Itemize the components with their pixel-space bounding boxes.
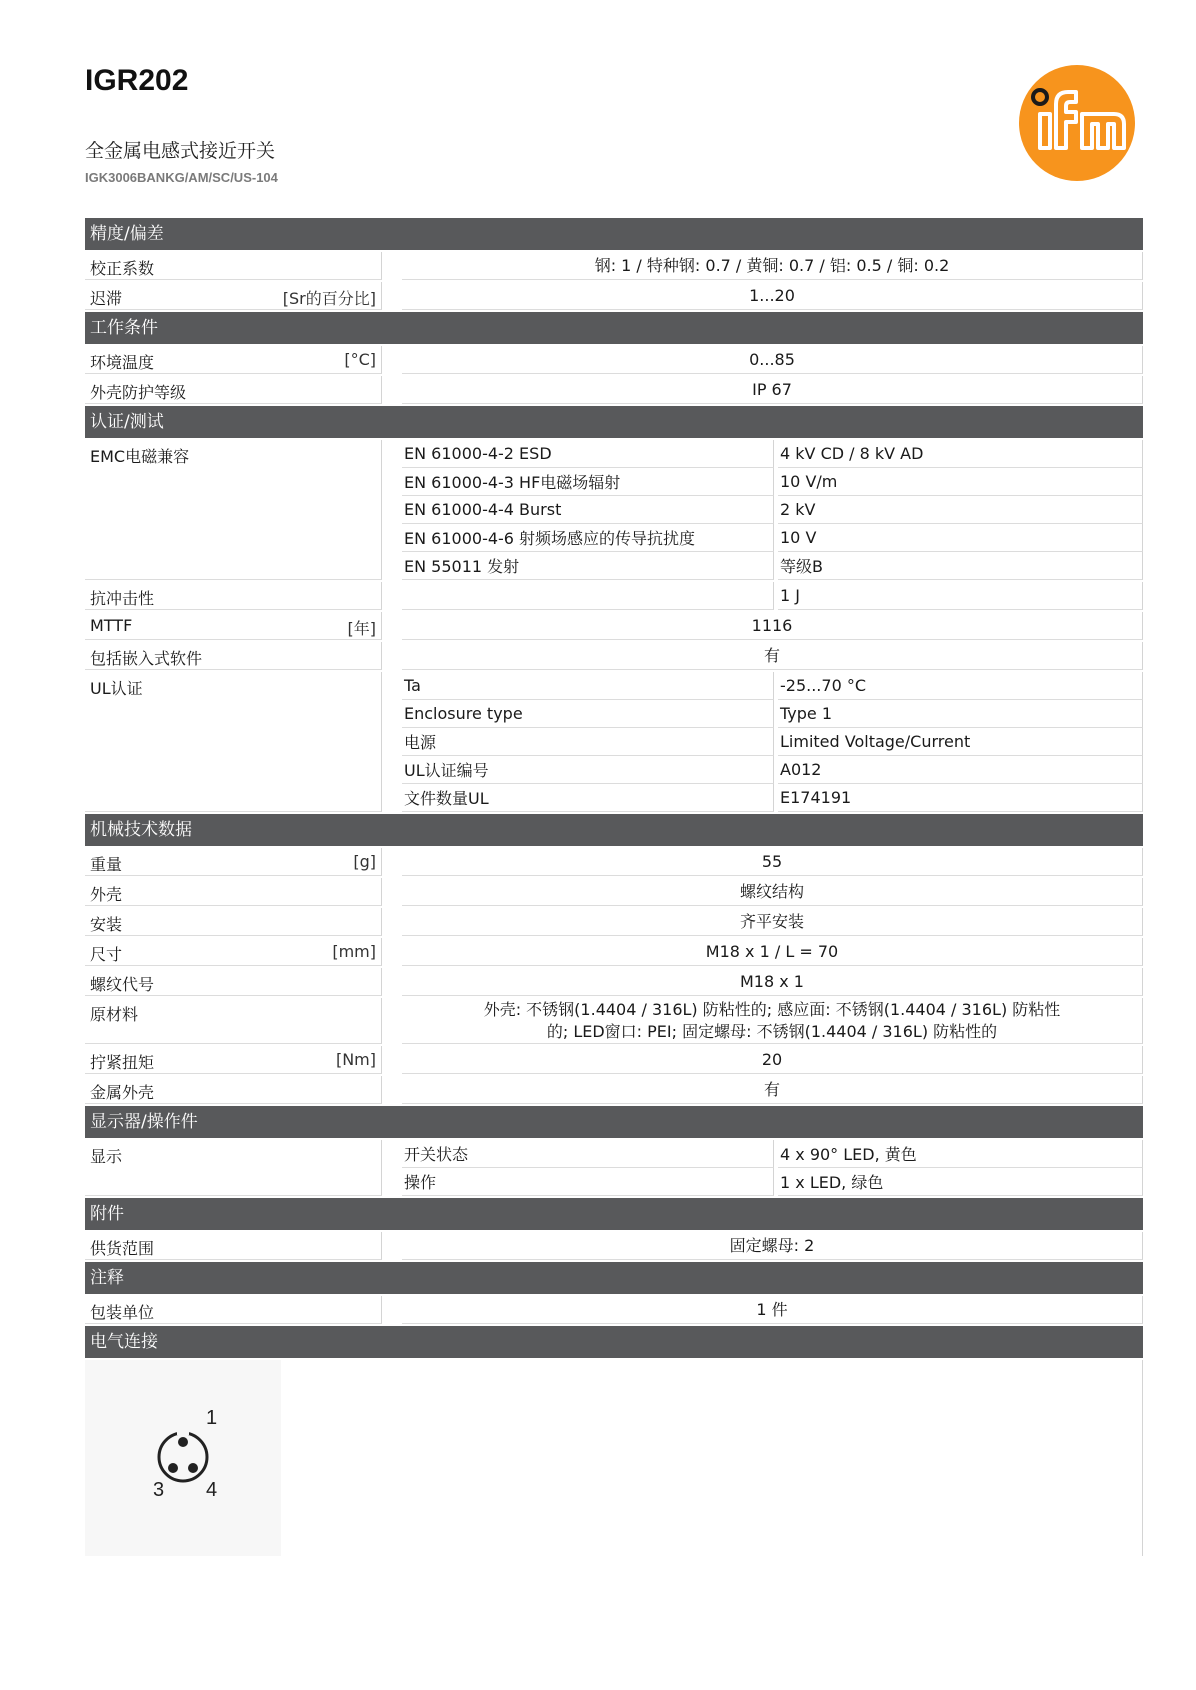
connector-key-notch <box>177 1430 189 1435</box>
spec-row <box>85 346 1143 374</box>
spec-value: 55 <box>402 848 1143 876</box>
spec-subkey: EN 61000-4-4 Burst <box>402 496 774 524</box>
cell-gap <box>382 672 402 812</box>
spec-label-cell <box>85 252 382 280</box>
spec-subrow <box>402 552 1143 580</box>
spec-label-cell <box>85 848 382 876</box>
spec-subrow <box>402 582 1143 610</box>
section-header: 附件 <box>85 1198 1143 1230</box>
spec-label-cell <box>85 1140 382 1196</box>
spec-subvalue: 4 x 90° LED, 黄色 <box>778 1140 1143 1168</box>
section-header: 精度/偏差 <box>85 218 1143 250</box>
spec-row <box>85 1232 1143 1260</box>
spec-label: 包装单位 <box>90 1303 155 1322</box>
spec-label: 拧紧扭矩 <box>90 1053 155 1072</box>
spec-subvalue: Limited Voltage/Current <box>778 728 1143 756</box>
spec-subkey: 电源 <box>402 728 774 756</box>
spec-row <box>85 282 1143 310</box>
spec-label: EMC电磁兼容 <box>90 447 190 466</box>
spec-label: 安装 <box>90 915 123 934</box>
cell-gap <box>382 1046 402 1074</box>
cell-gap <box>382 848 402 876</box>
cell-gap <box>382 376 402 404</box>
cell-gap <box>382 612 402 640</box>
spec-label: 供货范围 <box>90 1239 155 1258</box>
spec-label-cell <box>85 998 382 1044</box>
spec-row <box>85 938 1143 966</box>
spec-unit: [mm] <box>332 942 376 961</box>
spec-label-cell <box>85 582 382 610</box>
spec-value: 1 件 <box>402 1296 1143 1324</box>
spec-label: 迟滞 <box>90 289 123 308</box>
spec-value: 齐平安装 <box>402 908 1143 936</box>
connector-pinout-diagram <box>85 1360 281 1556</box>
spec-label: 金属外壳 <box>90 1083 155 1102</box>
spec-value: M18 x 1 / L = 70 <box>402 938 1143 966</box>
spec-label-cell <box>85 346 382 374</box>
section-header: 注释 <box>85 1262 1143 1294</box>
spec-label: MTTF <box>90 616 133 635</box>
spec-subvalue: E174191 <box>778 784 1143 812</box>
spec-row <box>85 878 1143 906</box>
spec-value: 钢: 1 / 特种钢: 0.7 / 黄铜: 0.7 / 铝: 0.5 / 铜: 0.2 <box>402 252 1143 280</box>
spec-subkey: 开关状态 <box>402 1140 774 1168</box>
spec-value: 有 <box>402 1076 1143 1104</box>
spec-value: 外壳: 不锈钢(1.4404 / 316L) 防粘性的; 感应面: 不锈钢(1.4404 / 316L) 防粘性的; LED窗口: PEI; 固定螺母: 不锈钢(1.4404 / 316L) 防粘性的 <box>402 998 1143 1044</box>
spec-label-cell <box>85 440 382 580</box>
spec-subrow <box>402 496 1143 524</box>
section-header: 认证/测试 <box>85 406 1143 438</box>
spec-label-cell <box>85 642 382 670</box>
spec-subrow <box>402 524 1143 552</box>
spec-label-cell <box>85 908 382 936</box>
spec-row <box>85 1076 1143 1104</box>
spec-subrow <box>402 756 1143 784</box>
spec-label-cell <box>85 672 382 812</box>
spec-subkey: Enclosure type <box>402 700 774 728</box>
spec-label-cell <box>85 968 382 996</box>
spec-subrow <box>402 468 1143 496</box>
spec-label-cell <box>85 938 382 966</box>
spec-label-cell <box>85 612 382 640</box>
cell-gap <box>382 1140 402 1196</box>
spec-unit: [g] <box>353 852 376 871</box>
cell-gap <box>382 1232 402 1260</box>
spec-subvalue: 2 kV <box>778 496 1143 524</box>
spec-subrow <box>402 440 1143 468</box>
spec-row <box>85 998 1143 1044</box>
cell-gap <box>382 252 402 280</box>
spec-subkey: EN 61000-4-2 ESD <box>402 440 774 468</box>
spec-subvalue: 10 V/m <box>778 468 1143 496</box>
spec-subvalue: -25...70 °C <box>778 672 1143 700</box>
section-header: 工作条件 <box>85 312 1143 344</box>
spec-subrows <box>402 582 1143 610</box>
cell-gap <box>382 1076 402 1104</box>
spec-subrow <box>402 1140 1143 1168</box>
spec-unit: [Sr的百分比] <box>282 289 376 308</box>
spec-row <box>85 1046 1143 1074</box>
spec-label: 尺寸 <box>90 945 123 964</box>
cell-gap <box>382 440 402 580</box>
spec-value: 1...20 <box>402 282 1143 310</box>
pin-4-contact <box>188 1463 198 1473</box>
pin-3-contact <box>168 1463 178 1473</box>
spec-row <box>85 908 1143 936</box>
cell-gap <box>382 908 402 936</box>
spec-value: 有 <box>402 642 1143 670</box>
spec-label: 重量 <box>90 855 123 874</box>
spec-unit: [年] <box>347 619 376 638</box>
spec-row <box>85 582 1143 610</box>
spec-label-cell <box>85 1296 382 1324</box>
spec-subrows <box>402 1140 1143 1196</box>
spec-unit: [°C] <box>344 350 376 369</box>
spec-row <box>85 672 1143 812</box>
spec-subkey: 操作 <box>402 1168 774 1196</box>
spec-label: 显示 <box>90 1147 123 1166</box>
spec-subvalue: 1 J <box>778 582 1143 610</box>
spec-subkey: 文件数量UL <box>402 784 774 812</box>
spec-label-cell <box>85 1076 382 1104</box>
spec-label: UL认证 <box>90 679 143 698</box>
spec-row <box>85 1296 1143 1324</box>
spec-subkey: EN 61000-4-6 射频场感应的传导抗扰度 <box>402 524 774 552</box>
spec-subkey: EN 55011 发射 <box>402 552 774 580</box>
cell-gap <box>382 582 402 610</box>
cell-gap <box>382 938 402 966</box>
spec-row <box>85 252 1143 280</box>
electrical-connection <box>85 1360 1143 1556</box>
article-code: IGK3006BANKG/AM/SC/US-104 <box>85 170 278 185</box>
spec-subrow <box>402 1168 1143 1196</box>
spec-table <box>85 218 1143 1556</box>
spec-label: 校正系数 <box>90 259 155 278</box>
spec-subvalue: 1 x LED, 绿色 <box>778 1168 1143 1196</box>
section-header: 显示器/操作件 <box>85 1106 1143 1138</box>
spec-label: 环境温度 <box>90 353 155 372</box>
spec-row <box>85 612 1143 640</box>
spec-unit: [Nm] <box>335 1050 376 1069</box>
spec-row <box>85 440 1143 580</box>
spec-row <box>85 1140 1143 1196</box>
spec-value: 固定螺母: 2 <box>402 1232 1143 1260</box>
ifm-logo <box>1018 64 1136 182</box>
pin-1-contact <box>178 1437 188 1447</box>
spec-subrows <box>402 440 1143 580</box>
spec-subrow <box>402 728 1143 756</box>
spec-subrow <box>402 672 1143 700</box>
spec-row <box>85 642 1143 670</box>
section-header: 电气连接 <box>85 1326 1143 1358</box>
spec-value: 1116 <box>402 612 1143 640</box>
spec-label: 包括嵌入式软件 <box>90 649 203 668</box>
cell-gap <box>382 878 402 906</box>
spec-label-cell <box>85 282 382 310</box>
section-header: 机械技术数据 <box>85 814 1143 846</box>
spec-label-cell <box>85 1046 382 1074</box>
spec-subrow <box>402 700 1143 728</box>
cell-gap <box>382 968 402 996</box>
spec-subrow <box>402 784 1143 812</box>
cell-gap <box>382 346 402 374</box>
spec-label: 外壳 <box>90 885 123 904</box>
spec-value: 螺纹结构 <box>402 878 1143 906</box>
spec-subkey: EN 61000-4-3 HF电磁场辐射 <box>402 468 774 496</box>
spec-label: 抗冲击性 <box>90 589 155 608</box>
spec-value: M18 x 1 <box>402 968 1143 996</box>
spec-label: 外壳防护等级 <box>90 383 187 402</box>
spec-subrows <box>402 672 1143 812</box>
spec-subvalue: 10 V <box>778 524 1143 552</box>
product-subtitle: 全金属电感式接近开关 <box>85 140 276 162</box>
spec-subkey: Ta <box>402 672 774 700</box>
spec-subvalue: Type 1 <box>778 700 1143 728</box>
spec-subvalue: 4 kV CD / 8 kV AD <box>778 440 1143 468</box>
cell-gap <box>382 998 402 1044</box>
spec-row <box>85 968 1143 996</box>
spec-label: 螺纹代号 <box>90 975 155 994</box>
spec-row <box>85 376 1143 404</box>
spec-value: 0...85 <box>402 346 1143 374</box>
spec-subvalue: A012 <box>778 756 1143 784</box>
table-border <box>1142 1360 1143 1556</box>
product-title: IGR202 <box>85 64 189 97</box>
spec-subvalue: 等级B <box>778 552 1143 580</box>
spec-value: 20 <box>402 1046 1143 1074</box>
cell-gap <box>382 1296 402 1324</box>
spec-subkey: UL认证编号 <box>402 756 774 784</box>
spec-label-cell <box>85 878 382 906</box>
spec-subkey <box>402 582 774 610</box>
pin-label: 1 <box>206 1407 218 1429</box>
spec-label: 原材料 <box>90 1005 139 1024</box>
spec-label-cell <box>85 376 382 404</box>
cell-gap <box>382 282 402 310</box>
spec-value: IP 67 <box>402 376 1143 404</box>
cell-gap <box>382 642 402 670</box>
spec-row <box>85 848 1143 876</box>
spec-label-cell <box>85 1232 382 1260</box>
pin-label: 4 <box>206 1479 218 1501</box>
pin-label: 3 <box>153 1479 165 1501</box>
